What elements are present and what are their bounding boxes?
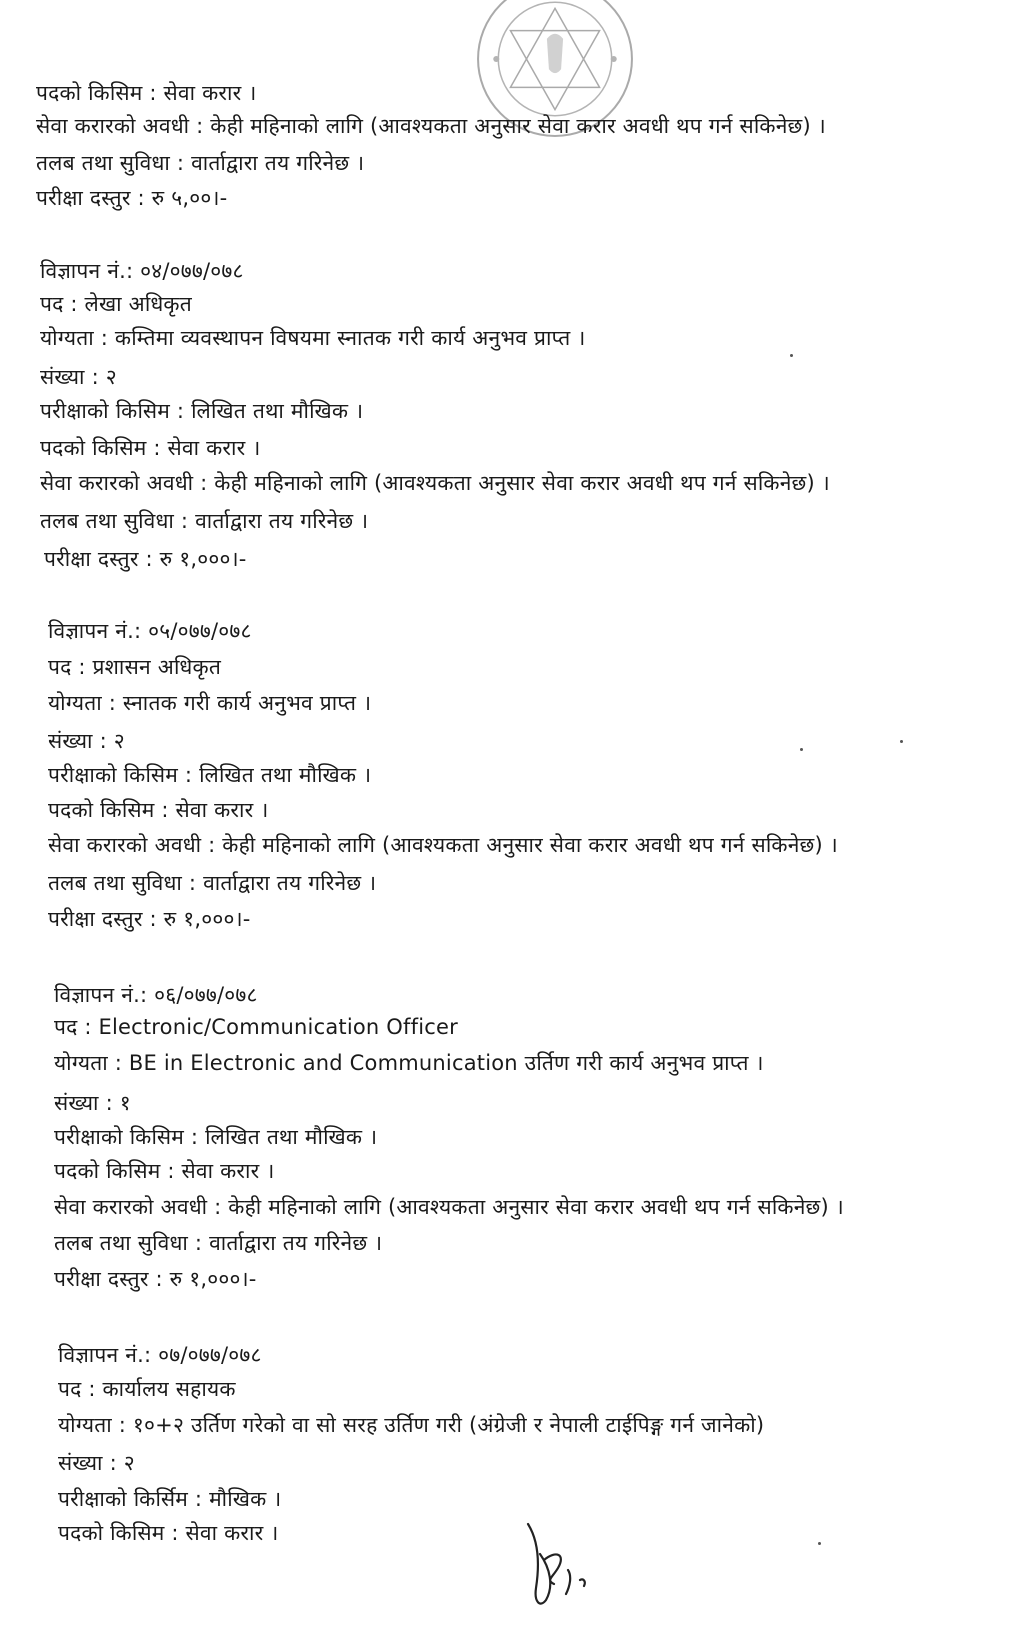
count-line: संख्या : २	[48, 729, 125, 753]
ad-number-line: विज्ञापन नं.: ०७/०७७/०७८	[58, 1343, 262, 1367]
post-type-line: पदको किसिम : सेवा करार ।	[36, 81, 257, 105]
post-line: पद : Electronic/Communication Officer	[54, 1015, 458, 1039]
scan-speck	[800, 748, 803, 751]
exam-fee-line: परीक्षा दस्तुर : रु १,०००।-	[44, 547, 247, 571]
post-type-line: पदको किसिम : सेवा करार ।	[54, 1159, 275, 1183]
count-line: संख्या : २	[58, 1451, 135, 1475]
scan-speck	[900, 740, 903, 743]
exam-type-line: परीक्षाको किसिम : लिखित तथा मौखिक ।	[54, 1125, 378, 1149]
scan-speck	[790, 354, 793, 357]
exam-fee-line: परीक्षा दस्तुर : रु १,०००।-	[48, 907, 251, 931]
salary-line: तलब तथा सुविधा : वार्ताद्वारा तय गरिनेछ ।	[54, 1231, 383, 1255]
exam-type-line: परीक्षाको किर्सिम : मौखिक ।	[58, 1487, 282, 1511]
exam-type-line: परीक्षाको किसिम : लिखित तथा मौखिक ।	[48, 763, 372, 787]
scan-speck	[818, 1542, 821, 1545]
exam-type-line: परीक्षाको किसिम : लिखित तथा मौखिक ।	[40, 399, 364, 423]
ad-number-line: विज्ञापन नं.: ०६/०७७/०७८	[54, 983, 258, 1007]
post-type-line: पदको किसिम : सेवा करार ।	[40, 436, 261, 460]
post-type-line: पदको किसिम : सेवा करार ।	[58, 1521, 279, 1545]
exam-fee-line: परीक्षा दस्तुर : रु १,०००।-	[54, 1267, 257, 1291]
post-line: पद : प्रशासन अधिकृत	[48, 655, 221, 679]
contract-duration-line: सेवा करारको अवधी : केही महिनाको लागि (आवश्यकता अनुसार सेवा करार अवधी थप गर्न सकिनेछ) ।	[40, 471, 830, 495]
signature-icon	[510, 1510, 620, 1620]
contract-duration-line: सेवा करारको अवधी : केही महिनाको लागि (आवश्यकता अनुसार सेवा करार अवधी थप गर्न सकिनेछ) ।	[36, 114, 826, 138]
qualification-line: योग्यता : स्नातक गरी कार्य अनुभव प्राप्त ।	[48, 691, 372, 715]
count-line: संख्या : २	[40, 365, 117, 389]
exam-fee-line: परीक्षा दस्तुर : रु ५,००।-	[36, 186, 228, 210]
post-line: पद : कार्यालय सहायक	[58, 1377, 236, 1401]
contract-duration-line: सेवा करारको अवधी : केही महिनाको लागि (आवश्यकता अनुसार सेवा करार अवधी थप गर्न सकिनेछ) ।	[48, 833, 838, 857]
qualification-line: योग्यता : कम्तिमा व्यवस्थापन विषयमा स्नातक गरी कार्य अनुभव प्राप्त ।	[40, 326, 586, 350]
salary-line: तलब तथा सुविधा : वार्ताद्वारा तय गरिनेछ ।	[48, 871, 377, 895]
qualification-line: योग्यता : BE in Electronic and Communication उर्तिण गरी कार्य अनुभव प्राप्त ।	[54, 1051, 764, 1075]
ad-number-line: विज्ञापन नं.: ०५/०७७/०७८	[48, 619, 252, 643]
ad-number-line: विज्ञापन नं.: ०४/०७७/०७८	[40, 259, 244, 283]
contract-duration-line: सेवा करारको अवधी : केही महिनाको लागि (आवश्यकता अनुसार सेवा करार अवधी थप गर्न सकिनेछ) ।	[54, 1195, 844, 1219]
salary-line: तलब तथा सुविधा : वार्ताद्वारा तय गरिनेछ ।	[36, 151, 365, 175]
post-type-line: पदको किसिम : सेवा करार ।	[48, 798, 269, 822]
salary-line: तलब तथा सुविधा : वार्ताद्वारा तय गरिनेछ ।	[40, 509, 369, 533]
count-line: संख्या : १	[54, 1091, 131, 1115]
post-line: पद : लेखा अधिकृत	[40, 292, 192, 316]
qualification-line: योग्यता : १०+२ उर्तिण गरेको वा सो सरह उर्तिण गरी (अंग्रेजी र नेपाली टाईपिङ्ग गर्न जानेको)	[58, 1413, 765, 1437]
